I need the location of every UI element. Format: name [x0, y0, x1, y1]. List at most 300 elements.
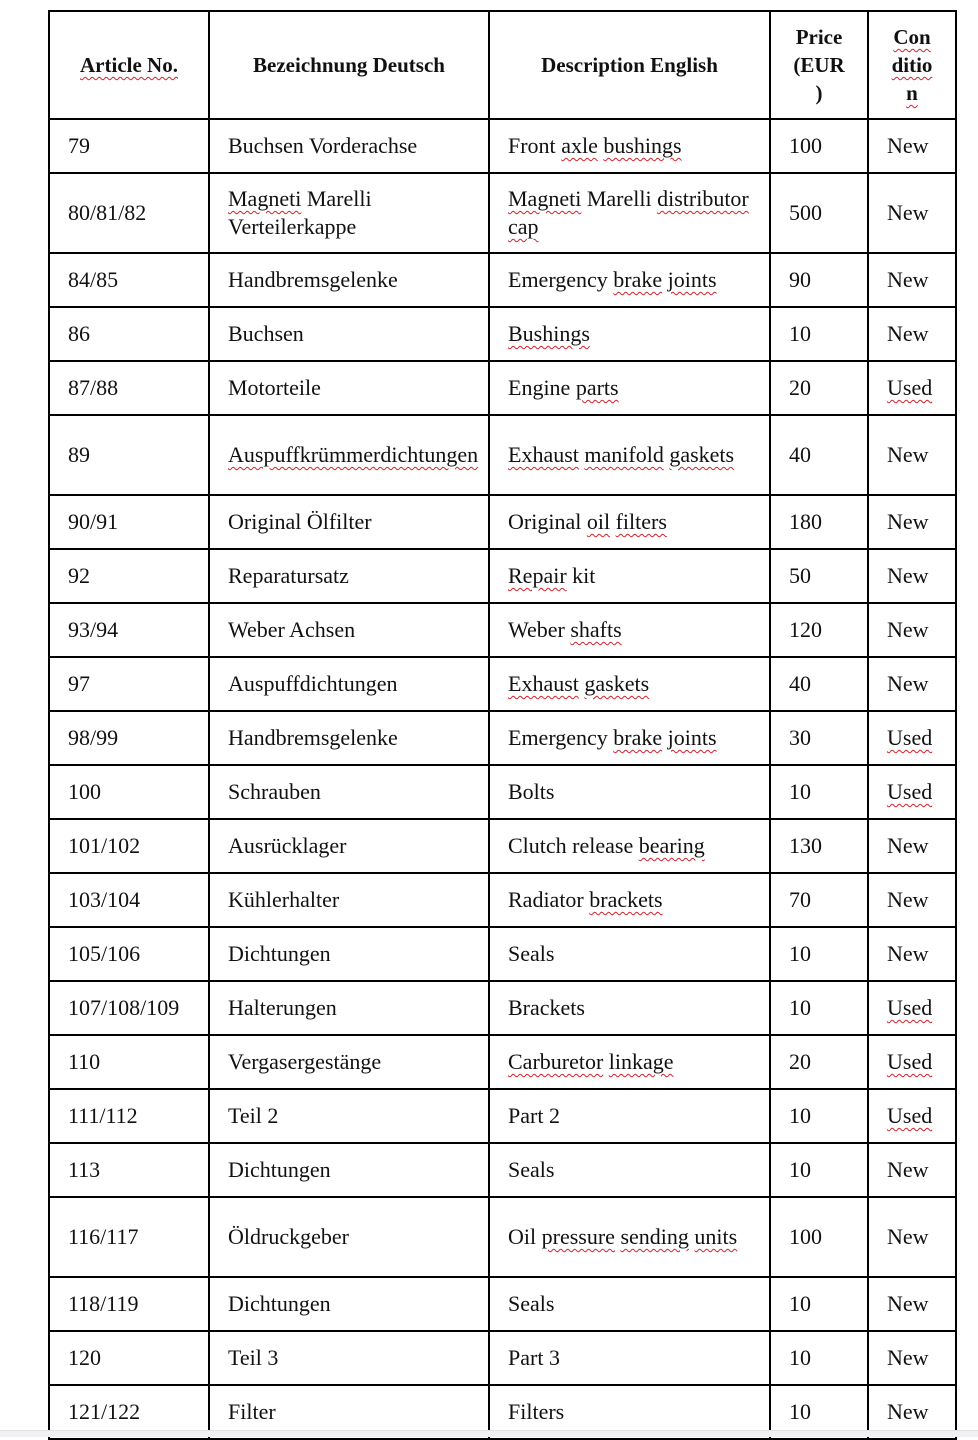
- cell-word: bushings: [603, 133, 682, 158]
- cell-article-no-text: 84/85: [68, 267, 119, 292]
- cell-description-english: [489, 307, 770, 361]
- cell-price-text: 10: [789, 1291, 811, 1316]
- cell-bezeichnung-deutsch-text: Dichtungen: [228, 1157, 331, 1182]
- cell-price-text: 130: [789, 833, 822, 858]
- table-row: [49, 361, 956, 415]
- cell-article-no: [49, 415, 209, 495]
- cell-price-text: 10: [789, 1345, 811, 1370]
- cell-condition-text: New: [887, 200, 929, 225]
- cell-condition-text: New: [887, 1224, 929, 1249]
- header-condition-line-3: n: [906, 81, 918, 105]
- header-condition-line-2: ditio: [891, 53, 933, 77]
- cell-condition-text: [869, 724, 955, 752]
- cell-condition: [868, 549, 956, 603]
- cell-description-english: [489, 1143, 770, 1197]
- cell-bezeichnung-deutsch-text: Original Ölfilter: [228, 509, 372, 534]
- cell-article-no-text: 87/88: [68, 375, 119, 400]
- cell-description-english-text: [490, 832, 769, 860]
- cell-price: [770, 711, 868, 765]
- cell-condition-text: New: [887, 442, 929, 467]
- cell-description-english-text: [490, 320, 769, 348]
- cell-article-no-text: 97: [68, 671, 90, 696]
- cell-description-english-text: [490, 266, 769, 294]
- cell-article-no-text: 98/99: [68, 725, 119, 750]
- cell-price-text: 100: [789, 1224, 822, 1249]
- cell-price: [770, 927, 868, 981]
- header-price-line-3: ): [815, 81, 823, 105]
- cell-bezeichnung-deutsch: [209, 873, 489, 927]
- cell-bezeichnung-deutsch: [209, 765, 489, 819]
- cell-price: [770, 1089, 868, 1143]
- cell-bezeichnung-deutsch: [209, 657, 489, 711]
- cell-price-text: 40: [789, 442, 811, 467]
- cell-price: [770, 1197, 868, 1277]
- cell-condition: [868, 1331, 956, 1385]
- cell-condition: [868, 1143, 956, 1197]
- table-row: [49, 415, 956, 495]
- cell-word: Emergency: [508, 267, 608, 292]
- cell-bezeichnung-deutsch-text: [210, 185, 488, 241]
- cell-description-english: [489, 1277, 770, 1331]
- cell-article-no: [49, 253, 209, 307]
- table-row: [49, 173, 956, 253]
- header-price: [770, 11, 868, 119]
- cell-word: Verteilerkappe: [228, 214, 357, 239]
- cell-word: Clutch: [508, 833, 567, 858]
- cell-article-no: [49, 361, 209, 415]
- cell-condition-text: New: [887, 1399, 929, 1424]
- cell-condition: [868, 873, 956, 927]
- cell-article-no: [49, 1089, 209, 1143]
- cell-article-no-text: 89: [68, 442, 90, 467]
- table-row: [49, 765, 956, 819]
- cell-word: units: [694, 1224, 738, 1249]
- cell-word: filters: [615, 509, 667, 534]
- cell-description-english: [489, 1331, 770, 1385]
- header-bezeichnung-deutsch: Bezeichnung Deutsch: [209, 11, 489, 119]
- table-row: [49, 495, 956, 549]
- cell-word: oil: [586, 509, 611, 534]
- table-row: [49, 711, 956, 765]
- cell-condition-text: New: [887, 941, 929, 966]
- table-body: [49, 119, 956, 1439]
- cell-price: [770, 307, 868, 361]
- cell-description-english-text: [490, 185, 769, 241]
- cell-condition-text: New: [887, 617, 929, 642]
- cell-condition: [868, 495, 956, 549]
- cell-word: parts: [575, 375, 619, 400]
- cell-word: linkage: [608, 1049, 674, 1074]
- cell-condition: [868, 119, 956, 173]
- cell-article-no-text: 118/119: [68, 1291, 139, 1316]
- cell-price-text: 10: [789, 995, 811, 1020]
- cell-word: Exhaust: [508, 671, 579, 696]
- cell-price-text: 20: [789, 375, 811, 400]
- cell-bezeichnung-deutsch-text: [210, 441, 488, 469]
- cell-bezeichnung-deutsch-text: Ausrücklager: [228, 833, 347, 858]
- cell-price-text: 30: [789, 725, 811, 750]
- cell-word: sending: [620, 1224, 689, 1249]
- cell-condition-text: New: [887, 1345, 929, 1370]
- cell-bezeichnung-deutsch-text: Dichtungen: [228, 941, 331, 966]
- cell-condition: [868, 981, 956, 1035]
- cell-price: [770, 119, 868, 173]
- header-description-english: Description English: [489, 11, 770, 119]
- cell-description-english-text: Filters: [508, 1399, 565, 1424]
- cell-condition-text: New: [887, 267, 929, 292]
- cell-bezeichnung-deutsch-text: Schrauben: [228, 779, 321, 804]
- cell-bezeichnung-deutsch-text: Teil 2: [228, 1103, 279, 1128]
- cell-word: kit: [572, 563, 596, 588]
- cell-bezeichnung-deutsch: [209, 1143, 489, 1197]
- cell-description-english: [489, 361, 770, 415]
- cell-description-english: [489, 1089, 770, 1143]
- cell-description-english-text: [490, 508, 769, 536]
- cell-word: Front: [508, 133, 556, 158]
- cell-condition: [868, 1197, 956, 1277]
- cell-description-english-text: Bolts: [508, 779, 555, 804]
- cell-price-text: 50: [789, 563, 811, 588]
- cell-condition: [868, 657, 956, 711]
- cell-article-no-text: 105/106: [68, 941, 141, 966]
- header-condition: [868, 11, 956, 119]
- cell-word: Radiator: [508, 887, 584, 912]
- cell-bezeichnung-deutsch: [209, 1089, 489, 1143]
- cell-bezeichnung-deutsch: [209, 927, 489, 981]
- cell-article-no: [49, 1277, 209, 1331]
- cell-word: bearing: [638, 833, 705, 858]
- cell-price: [770, 415, 868, 495]
- cell-price-text: 180: [789, 509, 822, 534]
- cell-price-text: 10: [789, 1103, 811, 1128]
- cell-description-english: [489, 549, 770, 603]
- cell-description-english: [489, 173, 770, 253]
- table-row: [49, 307, 956, 361]
- cell-article-no: [49, 927, 209, 981]
- cell-price: [770, 819, 868, 873]
- cell-word: Bushings: [508, 321, 590, 346]
- cell-word: Used: [887, 779, 933, 804]
- cell-description-english-text: Seals: [508, 941, 555, 966]
- cell-word: Used: [887, 1049, 933, 1074]
- cell-condition-text: New: [887, 133, 929, 158]
- table-row: [49, 603, 956, 657]
- cell-price-text: 20: [789, 1049, 811, 1074]
- cell-price: [770, 981, 868, 1035]
- cell-price-text: 40: [789, 671, 811, 696]
- cell-bezeichnung-deutsch: [209, 495, 489, 549]
- cell-article-no: [49, 1197, 209, 1277]
- table-row: [49, 657, 956, 711]
- cell-condition: [868, 415, 956, 495]
- cell-description-english-text: [490, 562, 769, 590]
- cell-word: Marelli: [586, 186, 652, 211]
- table-row: [49, 981, 956, 1035]
- cell-condition: [868, 927, 956, 981]
- table-row: [49, 1331, 956, 1385]
- cell-bezeichnung-deutsch-text: Filter: [228, 1399, 276, 1424]
- cell-condition-text: [869, 778, 955, 806]
- cell-word: gaskets: [669, 442, 735, 467]
- cell-condition-text: New: [887, 671, 929, 696]
- cell-condition: [868, 1035, 956, 1089]
- cell-bezeichnung-deutsch-text: Teil 3: [228, 1345, 279, 1370]
- cell-price: [770, 549, 868, 603]
- cell-description-english: [489, 415, 770, 495]
- cell-price: [770, 495, 868, 549]
- cell-word: brake: [613, 725, 663, 750]
- cell-word: distributor: [657, 186, 749, 211]
- cell-description-english-text: [490, 132, 769, 160]
- cell-word: axle: [561, 133, 598, 158]
- cell-article-no: [49, 1035, 209, 1089]
- cell-article-no-text: 86: [68, 321, 90, 346]
- cell-word: Used: [887, 1103, 933, 1128]
- cell-price: [770, 253, 868, 307]
- cell-price: [770, 1035, 868, 1089]
- table-row: [49, 1089, 956, 1143]
- cell-word: Repair: [508, 563, 567, 588]
- cell-bezeichnung-deutsch: [209, 711, 489, 765]
- cell-word: Carburetor: [508, 1049, 604, 1074]
- cell-condition-text: New: [887, 887, 929, 912]
- cell-article-no: [49, 765, 209, 819]
- cell-bezeichnung-deutsch: [209, 549, 489, 603]
- cell-word: cap: [508, 214, 539, 239]
- cell-article-no: [49, 711, 209, 765]
- header-article-no: Article No.: [49, 11, 209, 119]
- cell-price-text: 10: [789, 941, 811, 966]
- cell-price: [770, 1331, 868, 1385]
- cell-description-english-text: [490, 441, 769, 469]
- cell-article-no-text: 80/81/82: [68, 200, 147, 225]
- cell-condition-text: [869, 1048, 955, 1076]
- cell-bezeichnung-deutsch: [209, 1277, 489, 1331]
- cell-article-no-text: 93/94: [68, 617, 119, 642]
- cell-description-english-text: Seals: [508, 1157, 555, 1182]
- cell-description-english-text: Part 3: [508, 1345, 560, 1370]
- cell-bezeichnung-deutsch: [209, 307, 489, 361]
- cell-price: [770, 1277, 868, 1331]
- cell-article-no: [49, 981, 209, 1035]
- table-row: [49, 1197, 956, 1277]
- cell-word: gaskets: [584, 671, 650, 696]
- cell-bezeichnung-deutsch-text: Halterungen: [228, 995, 337, 1020]
- cell-bezeichnung-deutsch-text: Auspuffdichtungen: [228, 671, 398, 696]
- cell-word: joints: [667, 267, 717, 292]
- cell-word: release: [572, 833, 634, 858]
- table-row: [49, 253, 956, 307]
- cell-description-english: [489, 1197, 770, 1277]
- table-header-row: [49, 11, 956, 119]
- cell-description-english-text: [490, 724, 769, 752]
- cell-price-text: 10: [789, 779, 811, 804]
- cell-bezeichnung-deutsch: [209, 415, 489, 495]
- cell-price-text: 120: [789, 617, 822, 642]
- cell-description-english: [489, 819, 770, 873]
- cell-article-no-text: 100: [68, 779, 101, 804]
- cell-condition-text: New: [887, 833, 929, 858]
- cell-word: Oil: [508, 1224, 537, 1249]
- cell-bezeichnung-deutsch: [209, 603, 489, 657]
- cell-bezeichnung-deutsch-text: Handbremsgelenke: [228, 267, 398, 292]
- cell-description-english-text: [490, 1223, 769, 1251]
- cell-word: Emergency: [508, 725, 608, 750]
- cell-price: [770, 657, 868, 711]
- cell-description-english: [489, 981, 770, 1035]
- cell-description-english: [489, 119, 770, 173]
- cell-article-no: [49, 1331, 209, 1385]
- cell-description-english-text: [490, 1048, 769, 1076]
- cell-article-no-text: 90/91: [68, 509, 119, 534]
- cell-price-text: 70: [789, 887, 811, 912]
- cell-description-english-text: Brackets: [508, 995, 585, 1020]
- table-row: [49, 549, 956, 603]
- cell-bezeichnung-deutsch: [209, 1035, 489, 1089]
- cell-condition: [868, 1089, 956, 1143]
- cell-condition-text: [869, 1102, 955, 1130]
- cell-price: [770, 1143, 868, 1197]
- cell-bezeichnung-deutsch-text: Reparatursatz: [228, 563, 349, 588]
- cell-word: Used: [887, 725, 933, 750]
- cell-article-no: [49, 1143, 209, 1197]
- cell-word: Original: [508, 509, 582, 534]
- cell-description-english-text: [490, 670, 769, 698]
- cell-bezeichnung-deutsch: [209, 1331, 489, 1385]
- cell-article-no: [49, 549, 209, 603]
- cell-bezeichnung-deutsch-text: Handbremsgelenke: [228, 725, 398, 750]
- cell-article-no: [49, 873, 209, 927]
- cell-bezeichnung-deutsch-text: Weber Achsen: [228, 617, 356, 642]
- table-row: [49, 1143, 956, 1197]
- cell-word: Magneti: [228, 186, 302, 211]
- cell-word: pressure: [541, 1224, 615, 1249]
- cell-article-no-text: 110: [68, 1049, 101, 1074]
- cell-condition-text: New: [887, 1157, 929, 1182]
- cell-condition: [868, 603, 956, 657]
- cell-word: Engine: [508, 375, 571, 400]
- cell-description-english: [489, 711, 770, 765]
- header-condition-line-1: Con: [893, 25, 931, 49]
- cell-condition: [868, 173, 956, 253]
- cell-bezeichnung-deutsch-text: Kühlerhalter: [228, 887, 340, 912]
- cell-description-english: [489, 495, 770, 549]
- cell-description-english: [489, 873, 770, 927]
- cell-article-no-text: 113: [68, 1157, 101, 1182]
- cell-price-text: 100: [789, 133, 822, 158]
- cell-word: Exhaust: [508, 442, 579, 467]
- cell-condition: [868, 307, 956, 361]
- cell-word: Used: [887, 375, 933, 400]
- cell-article-no: [49, 119, 209, 173]
- cell-description-english: [489, 657, 770, 711]
- cell-description-english: [489, 603, 770, 657]
- cell-price-text: 500: [789, 200, 822, 225]
- cell-description-english-text: [490, 374, 769, 402]
- cell-description-english-text: Part 2: [508, 1103, 560, 1128]
- cell-article-no-text: 101/102: [68, 833, 141, 858]
- table-row: [49, 927, 956, 981]
- cell-price-text: 10: [789, 1399, 811, 1424]
- cell-word: Auspuffkrümmerdichtungen: [228, 442, 479, 467]
- cell-description-english: [489, 253, 770, 307]
- cell-price-text: 90: [789, 267, 811, 292]
- cell-word: manifold: [584, 442, 664, 467]
- cell-word: Weber: [508, 617, 565, 642]
- cell-price-text: 10: [789, 1157, 811, 1182]
- cell-article-no: [49, 819, 209, 873]
- cell-article-no-text: 121/122: [68, 1399, 141, 1424]
- cell-article-no-text: 116/117: [68, 1224, 139, 1249]
- cell-description-english: [489, 1035, 770, 1089]
- cell-bezeichnung-deutsch-text: Motorteile: [228, 375, 321, 400]
- cell-word: brake: [613, 267, 663, 292]
- cell-description-english: [489, 765, 770, 819]
- cell-condition: [868, 1277, 956, 1331]
- cell-condition-text: [869, 374, 955, 402]
- cell-article-no: [49, 173, 209, 253]
- cell-bezeichnung-deutsch-text: Buchsen: [228, 321, 304, 346]
- cell-condition: [868, 765, 956, 819]
- parts-table: [48, 10, 957, 1440]
- cell-description-english: [489, 927, 770, 981]
- cell-bezeichnung-deutsch: [209, 119, 489, 173]
- cell-bezeichnung-deutsch: [209, 819, 489, 873]
- cell-article-no-text: 79: [68, 133, 90, 158]
- cell-bezeichnung-deutsch: [209, 981, 489, 1035]
- cell-bezeichnung-deutsch-text: Vergasergestänge: [228, 1049, 382, 1074]
- cell-article-no: [49, 495, 209, 549]
- table-row: [49, 1035, 956, 1089]
- cell-condition: [868, 361, 956, 415]
- cell-word: Marelli: [306, 186, 372, 211]
- cell-price: [770, 603, 868, 657]
- cell-article-no: [49, 307, 209, 361]
- cell-price: [770, 173, 868, 253]
- header-price-line-1: Price: [795, 25, 843, 49]
- cell-word: brackets: [589, 887, 663, 912]
- table-row: [49, 119, 956, 173]
- cell-condition-text: New: [887, 563, 929, 588]
- cell-condition-text: New: [887, 321, 929, 346]
- cell-bezeichnung-deutsch-text: Dichtungen: [228, 1291, 331, 1316]
- table-row: [49, 819, 956, 873]
- table-row: [49, 1277, 956, 1331]
- cell-bezeichnung-deutsch: [209, 173, 489, 253]
- cell-price: [770, 765, 868, 819]
- cell-article-no-text: 111/112: [68, 1103, 138, 1128]
- cell-word: Magneti: [508, 186, 582, 211]
- cell-article-no: [49, 657, 209, 711]
- cell-price: [770, 873, 868, 927]
- cell-bezeichnung-deutsch: [209, 1197, 489, 1277]
- cell-article-no: [49, 603, 209, 657]
- cell-word: joints: [667, 725, 717, 750]
- cell-article-no-text: 120: [68, 1345, 101, 1370]
- cell-condition: [868, 253, 956, 307]
- cell-condition: [868, 819, 956, 873]
- cell-word: shafts: [570, 617, 622, 642]
- cell-bezeichnung-deutsch: [209, 253, 489, 307]
- cell-bezeichnung-deutsch-text: Öldruckgeber: [228, 1224, 349, 1249]
- header-price-line-2: (EUR: [793, 53, 845, 77]
- cell-description-english-text: [490, 616, 769, 644]
- cell-description-english-text: [490, 886, 769, 914]
- cell-description-english-text: Seals: [508, 1291, 555, 1316]
- cell-condition-text: [869, 994, 955, 1022]
- cell-article-no-text: 107/108/109: [68, 995, 180, 1020]
- cell-condition-text: New: [887, 509, 929, 534]
